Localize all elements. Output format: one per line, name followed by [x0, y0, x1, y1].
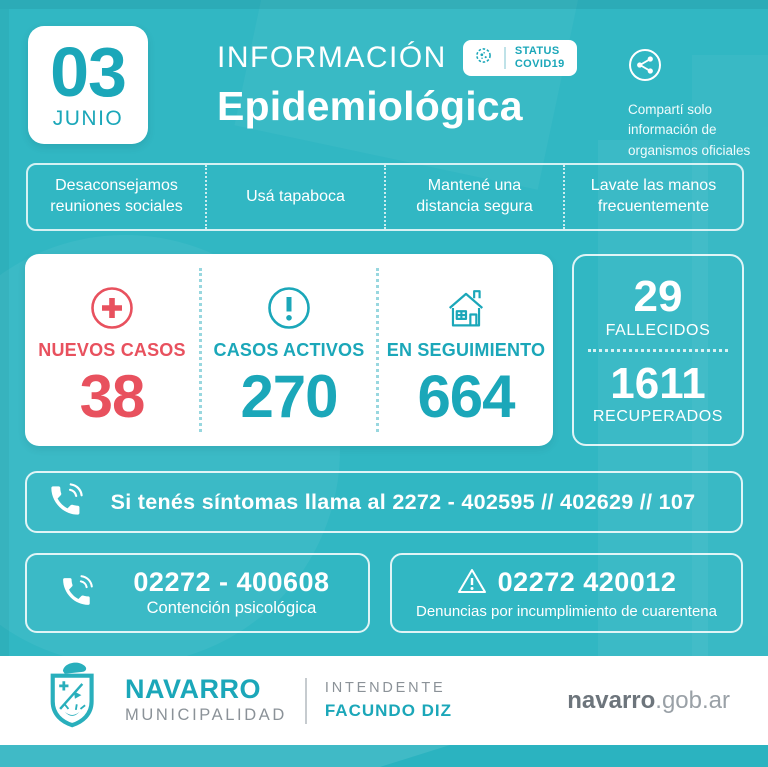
org-name: NAVARRO — [125, 674, 261, 704]
date-day: 03 — [50, 32, 126, 111]
stat-new-cases — [25, 268, 199, 432]
covid19-word: COVID19 — [514, 58, 565, 70]
deaths-recovered-card — [572, 254, 744, 446]
warning-triangle-icon — [457, 567, 487, 600]
hotline-text: Si tenés síntomas llama al 2272 - 402595 // 402629 // 107 — [110, 489, 696, 514]
website-url — [567, 687, 730, 715]
psych-support-label: Contención psicológica — [146, 599, 317, 618]
title-block — [217, 40, 577, 130]
bottom-strip-highlight — [0, 745, 450, 767]
stat-label: CASOS ACTIVOS — [213, 340, 365, 360]
recovered-value: 1611 — [610, 358, 706, 408]
phone-icon — [59, 573, 95, 614]
stats-card — [25, 254, 553, 446]
mayor-role-label: INTENDENTE — [324, 680, 446, 697]
exclamation-circle-icon — [266, 285, 312, 331]
status-covid19-badge — [463, 40, 577, 76]
stat-label: EN SEGUIMIENTO — [386, 340, 546, 360]
quarantine-report-label: Denuncias por incumplimiento de cuarentena — [415, 602, 717, 620]
website-bold: navarro — [567, 686, 656, 714]
bottom-strip — [0, 745, 768, 767]
status-word: STATUS — [514, 45, 560, 58]
house-icon — [441, 285, 491, 331]
mayor-block — [325, 680, 452, 720]
footer-divider — [305, 678, 307, 724]
recovered-label: RECUPERADOS — [592, 407, 724, 425]
badge-divider — [504, 47, 506, 69]
deaths-label: FALLECIDOS — [605, 321, 711, 339]
mayor-name: FACUNDO DIZ — [324, 700, 453, 720]
website-rest: .gob.ar — [655, 686, 730, 714]
background-edge — [0, 0, 768, 9]
stat-recovered — [574, 358, 742, 426]
stat-value: 38 — [79, 363, 145, 430]
advice-item-hands: Lavate las manos frecuentemente — [563, 165, 742, 229]
symptoms-hotline-bar — [25, 471, 743, 533]
virus-icon — [472, 44, 495, 72]
psych-support-number: 02272 - 400608 — [133, 566, 330, 597]
dotted-divider — [588, 349, 728, 352]
advice-item-distance: Mantené una distancia segura — [384, 165, 563, 229]
stat-value: 270 — [240, 363, 338, 430]
phone-icon — [47, 481, 85, 524]
deaths-value: 29 — [633, 272, 683, 322]
share-note: Compartí solo información de organismos oficiales — [628, 102, 751, 158]
stat-monitored — [376, 268, 553, 432]
contact-text — [95, 568, 368, 619]
advice-item-mask: Usá tapaboca — [205, 165, 384, 229]
psych-support-box — [25, 553, 370, 633]
org-block — [125, 676, 287, 725]
background-edge — [0, 9, 9, 657]
org-subtitle: MUNICIPALIDAD — [125, 706, 287, 724]
quarantine-report-box — [390, 553, 743, 633]
plus-circle-icon — [89, 285, 135, 331]
footer — [0, 656, 768, 745]
stat-value: 664 — [417, 363, 515, 430]
stat-label: NUEVOS CASOS — [38, 340, 186, 360]
advice-bar — [26, 163, 744, 231]
title-line1: INFORMACIÓN — [217, 41, 447, 74]
title-line2: Epidemiológica — [217, 83, 523, 129]
date-month: JUNIO — [52, 107, 124, 131]
quarantine-report-number: 02272 420012 — [497, 567, 677, 598]
share-block — [628, 48, 764, 161]
stat-deaths — [574, 274, 742, 339]
navarro-crest-logo — [36, 659, 112, 738]
status-badge-label — [515, 45, 565, 70]
advice-item-social: Desaconsejamos reuniones sociales — [50, 177, 183, 215]
share-icon — [628, 69, 662, 86]
stat-active-cases — [199, 268, 376, 432]
date-badge — [28, 26, 148, 144]
